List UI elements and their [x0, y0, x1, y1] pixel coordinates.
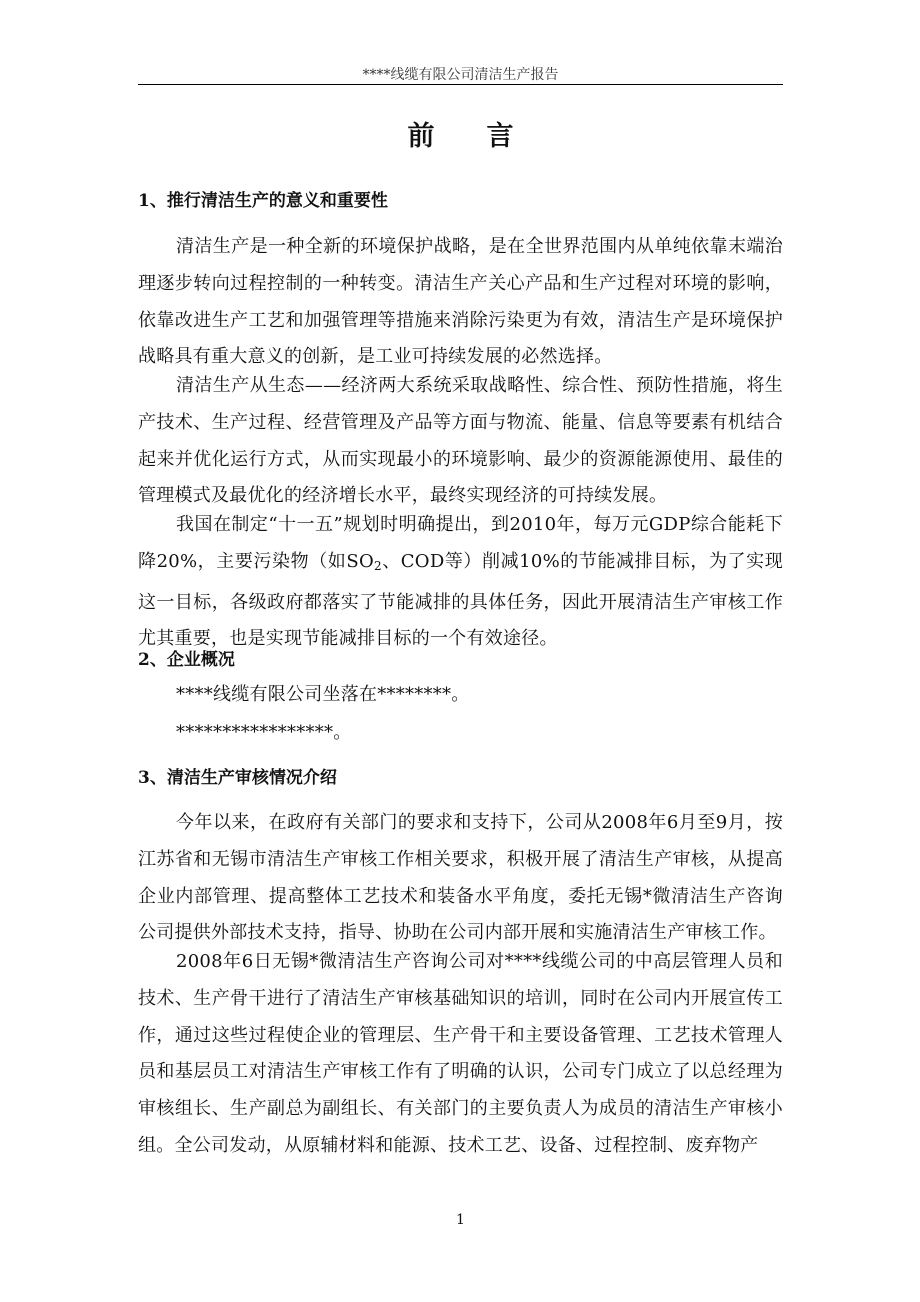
paragraph-2: 清洁生产从生态——经济两大系统采取战略性、综合性、预防性措施，将生产技术、生产过程、经营管理及产品等方面与物流、能量、信息等要素有机结合起来并优化运行方式，从而实现最小的环境影响、最少的资源能源使用、最佳的管理模式及最优化的经济增长水平，最终实现经济的可持续发展。: [138, 375, 783, 507]
company-detail-text: *****************。: [176, 722, 352, 743]
paragraph-3: [138, 507, 783, 658]
section-heading-3: 3、清洁生产审核情况介绍: [138, 768, 337, 788]
page-title: 前言: [407, 121, 566, 152]
paragraph-audit-training: 2008年6日无锡*微清洁生产咨询公司对****线缆公司的中高层管理人员和技术、生产骨干进行了清洁生产审核基础知识的培训，同时在公司内开展宣传工作，通过这些过程使企业的管理层、生产骨干和主要设备管理、工艺技术管理人员和基层员工对清洁生产审核工作有了明确的认识，公司专门成立了以总经理为审核组长、生产副总为副组长、有关部门的主要负责人为成员的清洁生产审核小组。全公司发动，从原辅材料和能源、技术工艺、设备、过程控制、废弃物产: [138, 951, 783, 1156]
header-rule: [138, 84, 783, 85]
paragraph-1: 清洁生产是一种全新的环境保护战略，是在全世界范围内从单纯依靠末端治理逐步转向过程控制的一种转变。清洁生产关心产品和生产过程对环境的影响，依靠改进生产工艺和加强管理等措施来消除污染更为有效，清洁生产是环境保护战略具有重大意义的创新，是工业可持续发展的必然选择。: [138, 236, 783, 368]
paragraph-3-part-2: 、COD等）削减10%的节能减排目标，为了实现这一目标，各级政府都落实了节能减排的具体任务，因此开展清洁生产审核工作尤其重要，也是实现节能减排目标的一个有效途径。: [138, 550, 783, 650]
page-number: 1: [456, 1212, 465, 1228]
company-location-text: ****线缆有限公司坐落在********。: [176, 684, 470, 705]
section-heading-1: 1、推行清洁生产的意义和重要性: [138, 191, 388, 211]
paragraph-3-part-1: 我国在制定“十一五”规划时明确提出，到2010年，每万元GDP综合能耗下降20%，主要污染物（如SO: [138, 514, 783, 572]
section-heading-2: 2、企业概况: [138, 650, 235, 670]
paragraph-audit-intro: 今年以来，在政府有关部门的要求和支持下，公司从2008年6月至9月，按江苏省和无锡市清洁生产审核工作相关要求，积极开展了清洁生产审核，从提高企业内部管理、提高整体工艺技术和装备水平角度，委托无锡*微清洁生产咨询公司提供外部技术支持，指导、协助在公司内部开展和实施清洁生产审核工作。: [138, 812, 783, 944]
running-header: ****线缆有限公司清洁生产报告: [362, 67, 559, 83]
so2-subscript: 2: [373, 558, 382, 573]
